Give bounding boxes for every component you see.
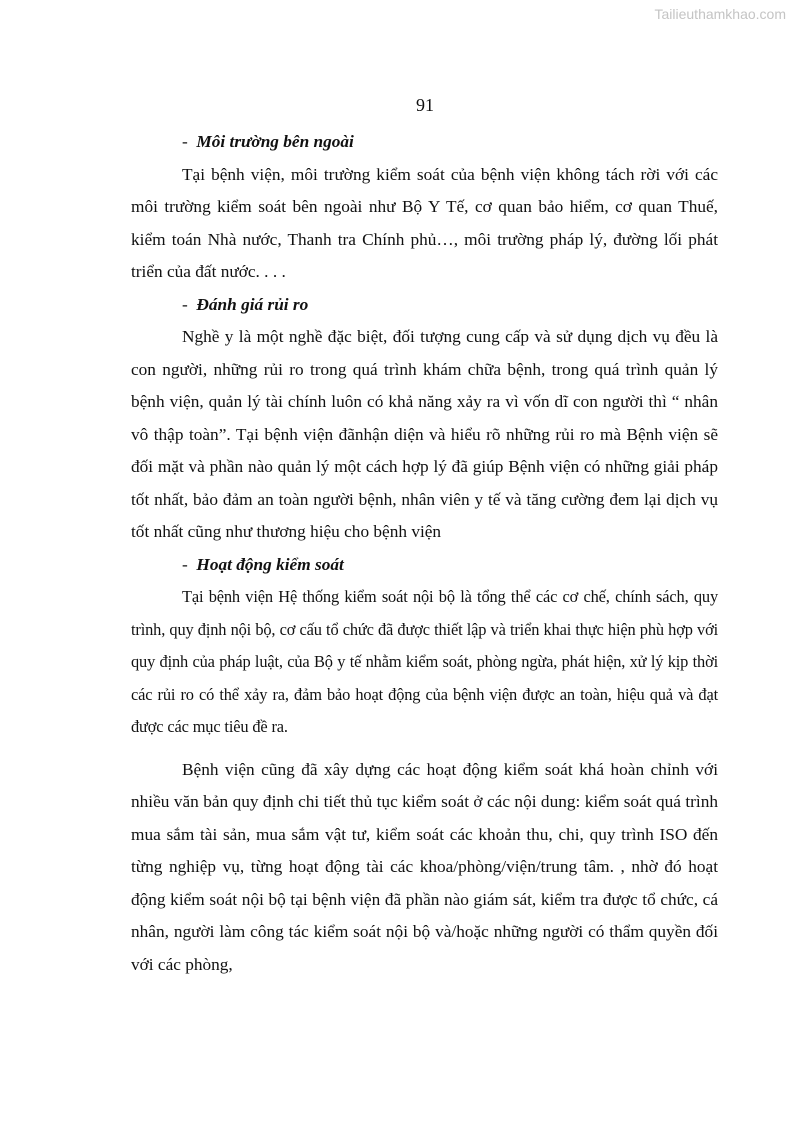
heading-text: Đánh giá rủi ro xyxy=(196,294,309,314)
page-number: 91 xyxy=(416,95,434,115)
watermark: Tailieuthamkhao.com xyxy=(654,6,786,22)
section-heading-control-activities xyxy=(131,549,718,582)
heading-dash: - xyxy=(182,554,188,574)
paragraph: Tại bệnh viện, môi trường kiểm soát của bệnh viện không tách rời với các môi trường kiểm soát bên ngoài như Bộ Y Tế, cơ quan bảo hiểm, cơ quan Thuế, kiểm toán Nhà nước, Thanh tra Chính phủ…, môi trường pháp lý, đường lối phát triển của đất nước. . . . xyxy=(131,164,718,281)
section-heading-risk-assessment xyxy=(131,289,718,322)
paragraph: Nghề y là một nghề đặc biệt, đối tượng cung cấp và sử dụng dịch vụ đều là con người, những rủi ro trong quá trình khám chữa bệnh, trong quá trình quản lý bệnh viện, quản lý tài chính luôn có khả năng xảy ra vì vốn dĩ con người thì “ nhân vô thập toàn”. Tại bệnh viện đãnhận diện và hiểu rõ những rủi ro mà Bệnh viện sẽ đối mặt và phần nào quản lý một cách hợp lý đã giúp Bệnh viện có những giải pháp tốt nhất, bảo đảm an toàn người bệnh, nhân viên y tế và tăng cường đem lại dịch vụ tốt nhất cũng như thương hiệu cho bệnh viện xyxy=(131,327,718,541)
heading-text: Hoạt động kiểm soát xyxy=(196,554,344,574)
heading-text: Môi trường bên ngoài xyxy=(196,132,354,151)
document-body xyxy=(131,126,718,981)
heading-dash: - xyxy=(182,294,188,314)
paragraph: Bệnh viện cũng đã xây dựng các hoạt động kiểm soát khá hoàn chỉnh với nhiều văn bản quy định chi tiết thủ tục kiểm soát ở các nội dung: kiểm soát quá trình mua sắm tài sản, mua sắm vật tư, kiểm soát các khoản thu, chi, quy trình ISO đến từng nghiệp vụ, từng hoạt động tài các khoa/phòng/viện/trung tâm. , nhờ đó hoạt động kiểm soát nội bộ tại bệnh viện đã phần nào giám sát, kiểm tra được tổ chức, cá nhân, người làm công tác kiểm soát nội bộ và/hoặc những người có thẩm quyền đối với các phòng, xyxy=(131,759,718,974)
paragraph: Tại bệnh viện Hệ thống kiểm soát nội bộ là tổng thể các cơ chế, chính sách, quy trình, quy định nội bộ, cơ cấu tổ chức đã được thiết lập và triển khai thực hiện phù hợp với quy định của pháp luật, của Bộ y tế nhằm kiểm soát, phòng ngừa, phát hiện, xử lý kịp thời các rủi ro có thể xảy ra, đảm bảo hoạt động của bệnh viện được an toàn, hiệu quả và đạt được các mục tiêu đề ra. xyxy=(131,587,718,736)
heading-dash: - xyxy=(182,132,188,151)
section-heading-external-environment xyxy=(131,126,718,159)
